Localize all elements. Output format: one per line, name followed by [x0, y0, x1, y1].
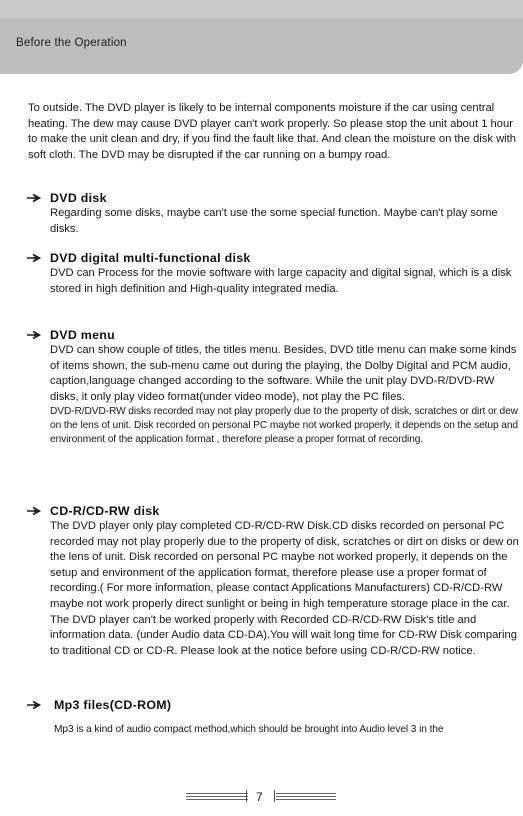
footer-rule-right	[276, 799, 336, 800]
section-heading	[26, 250, 522, 266]
section-heading	[26, 697, 522, 713]
section-title: DVD digital multi-functional disk	[50, 251, 251, 265]
arrow-bullet-icon	[26, 193, 42, 203]
footer-rule-left	[186, 799, 248, 800]
arrow-bullet-icon	[26, 506, 42, 516]
section-heading	[26, 327, 522, 343]
section-body-small: DVD-R/DVD-RW disks recorded may not play properly due to the property of disk, scratches or dirt or dew on the lens of unit. Disk recorded on personal PC maybe not worked properly, it depends on the setup and environment of the application format , therefore please a proper format of recording.	[50, 406, 518, 446]
section-body: DVD can Process for the movie software with large capacity and digital signal, which is a disk stored in high definition and High-quality integrated media.	[50, 267, 512, 295]
section-heading	[26, 503, 522, 519]
section-heading	[26, 190, 522, 206]
section-title: CD-R/CD-RW disk	[50, 504, 160, 518]
page-footer	[0, 784, 523, 808]
header-title: Before the Operation	[16, 37, 127, 49]
footer-rule-left	[186, 796, 248, 797]
section-body: DVD can show couple of titles, the titles menu. Besides, DVD title menu can make some kinds of items shown, the sub-menu came out during the playing, the Dolby Digital and PCM audio, caption,language changed according to the software. While the unit play DVD-R/DVD-RW disks, it only play video format(under video mode), not play the PC files.	[50, 344, 517, 403]
footer-divider	[274, 790, 275, 802]
intro-paragraph: To outside. The DVD player is likely to be internal components moisture if the car using central heating. The dew may cause DVD player can't work properly. So please stop the unit about 1 hour to make the unit clean and dry, if you find the fault like that. And clean the moisture on the disk with soft cloth. The DVD may be disrupted if the car running on a bumpy road.	[28, 102, 516, 161]
arrow-bullet-icon	[26, 253, 42, 263]
section-dvd-disk	[26, 190, 522, 237]
section-mp3-files	[26, 697, 522, 737]
footer-divider	[246, 790, 247, 802]
section-body-small: Mp3 is a kind of audio compact method,which should be brought into Audio level 3 in the	[54, 724, 444, 735]
section-dvd-digital	[26, 250, 522, 297]
section-cd-r-cd-rw	[26, 503, 522, 659]
page-number: 7	[256, 790, 263, 804]
section-body: Regarding some disks, maybe can't use the some special function. Maybe can't play some disks.	[50, 207, 498, 235]
footer-rule-right	[276, 796, 336, 797]
section-title: DVD disk	[50, 191, 107, 205]
arrow-bullet-icon	[26, 700, 42, 710]
header-band	[0, 0, 523, 74]
footer-rule-right	[276, 793, 336, 794]
section-body: The DVD player only play completed CD-R/CD-RW Disk.CD disks recorded on personal PC recorded may not play properly due to the property of disk, scratches or dirt on disks or dew on the lens of unit. Disk recorded on personal PC maybe not worked properly, it depends on the setup and environment of the application format, therefore please use a proper format of recording.( For more information, please contact Applications Manufacturers) CD-R/CD-RW maybe not work properly direct sunlight or being in high temperature storage place in the car. The DVD player can't be worked properly with Recorded CD-R/CD-RW Disk's title and information data. (under Audio data CD-DA).You will wait long time for CD-RW Disk comparing to traditional CD or CD-R. Please look at the notice before using CD-R/CD-RW notice.	[50, 520, 519, 657]
section-title: Mp3 files(CD-ROM)	[54, 698, 172, 712]
footer-rule-left	[186, 793, 248, 794]
section-dvd-menu	[26, 327, 522, 447]
arrow-bullet-icon	[26, 330, 42, 340]
section-title: DVD menu	[50, 328, 116, 342]
